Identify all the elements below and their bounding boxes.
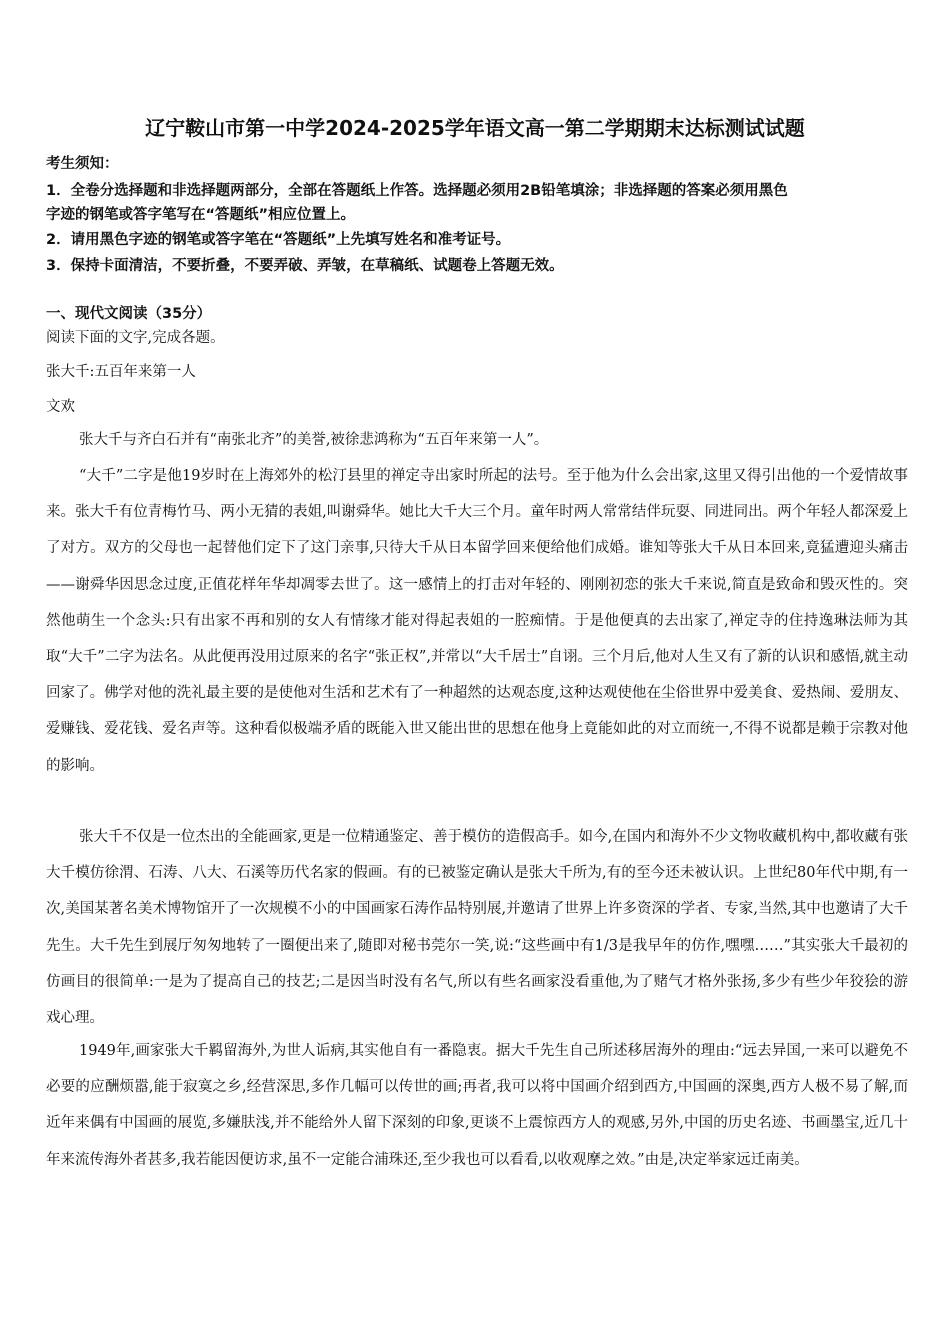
notice-item-2: 2．请用黑色字迹的钢笔或答字笔在“答题纸”上先填写姓名和准考证号。 xyxy=(46,232,511,248)
notice-item-1-line-2: 字迹的钢笔或答字笔写在“答题纸”相应位置上。 xyxy=(46,207,356,223)
exam-title: 辽宁鞍山市第一中学2024-2025学年语文高一第二学期期末达标测试试题 xyxy=(145,116,805,140)
paragraph-3: 张大千不仅是一位杰出的全能画家,更是一位精通鉴定、善于模仿的造假高手。如今,在国内和海外不少文物收藏机构中,都收藏有张大千模仿徐渭、石涛、八大、石溪等历代名家的假画。有的已被鉴定确认是张大千所为,有的至今还未被认识。上世纪80年代中期,有一次,美国某著名美术博物馆开了一次规模不小的中国画家石涛作品特别展,并邀请了世界上许多资深的学者、专家,当然,其中也邀请了大千先生。大千先生到展厅匆匆地转了一圈便出来了,随即对秘书莞尔一笑,说:“这些画中有1/3是我早年的仿作,嘿嘿……”其实张大千最初的仿画目的很简单:一是为了提高自己的技艺;二是因当时没有名气,所以有些名画家没看重他,为了赌气才格外张扬,多少有些少年狡狯的游戏心理。 xyxy=(46,829,908,1027)
paragraph-4: 1949年,画家张大千羁留海外,为世人诟病,其实他自有一番隐衷。据大千先生自己所述移居海外的理由:“远去异国,一来可以避免不必要的应酬烦嚣,能于寂寞之乡,经营深思,多作几幅可以传世的画;再者,我可以将中国画介绍到西方,中国画的深奥,西方人极不易了解,而近年来偶有中国画的展览,多嫌肤浅,并不能给外人留下深刻的印象,更谈不上震惊西方人的观感,另外,中国的历史名迹、书画墨宝,近几十年来流传海外者甚多,我若能因便访求,虽不一定能合浦珠还,至少我也可以看看,以收观摩之效。”由是,决定举家远迁南美。 xyxy=(46,1043,908,1168)
section-heading: 一、现代文阅读（35分） xyxy=(46,306,212,322)
article-title: 张大千:五百年来第一人 xyxy=(46,364,196,380)
notice-item-1-line-1: 1．全卷分选择题和非选择题两部分，全部在答题纸上作答。选择题必须用2B铅笔填涂；非选择题的答案必须用黑色 xyxy=(46,183,788,199)
notice-item-3: 3．保持卡面清洁，不要折叠，不要弄破、弄皱，在草稿纸、试题卷上答题无效。 xyxy=(46,258,564,274)
notice-heading: 考生须知： xyxy=(46,156,119,172)
section-instruction: 阅读下面的文字,完成各题。 xyxy=(46,330,225,346)
paragraph-1: 张大千与齐白石并有“南张北齐”的美誉,被徐悲鸿称为“五百年来第一人”。 xyxy=(79,432,549,448)
paragraph-2: “大千”二字是他19岁时在上海郊外的松汀县里的禅定寺出家时所起的法号。至于他为什么会出家,这里又得引出他的一个爱情故事来。张大千有位青梅竹马、两小无猜的表姐,叫谢舜华。她比大千大三个月。童年时两人常常结伴玩耍、同进同出。两个年轻人都深爱上了对方。双方的父母也一起替他们定下了这门亲事,只待大千从日本留学回来便给他们成婚。谁知等张大千从日本回来,竟猛遭迎头痛击——谢舜华因思念过度,正值花样年华却凋零去世了。这一感情上的打击对年轻的、刚刚初恋的张大千来说,简直是致命和毁灭性的。突然他萌生一个念头:只有出家不再和别的女人有情缘才能对得起表姐的一腔痴情。于是他便真的去出家了,禅定寺的住持逸琳法师为其取“大千”二字为法名。从此便再没用过原来的名字“张正权”,并常以“大千居士”自诩。三个月后,他对人生又有了新的认识和感悟,就主动回家了。佛学对他的洗礼最主要的是使他对生活和艺术有了一种超然的达观态度,这种达观使他在尘俗世界中爱美食、爱热闹、爱朋友、爱赚钱、爱花钱、爱名声等。这种看似极端矛盾的既能入世又能出世的思想在他身上竟能如此的对立而统一,不得不说都是赖于宗教对他的影响。 xyxy=(46,468,908,774)
article-author: 文欢 xyxy=(46,399,75,415)
